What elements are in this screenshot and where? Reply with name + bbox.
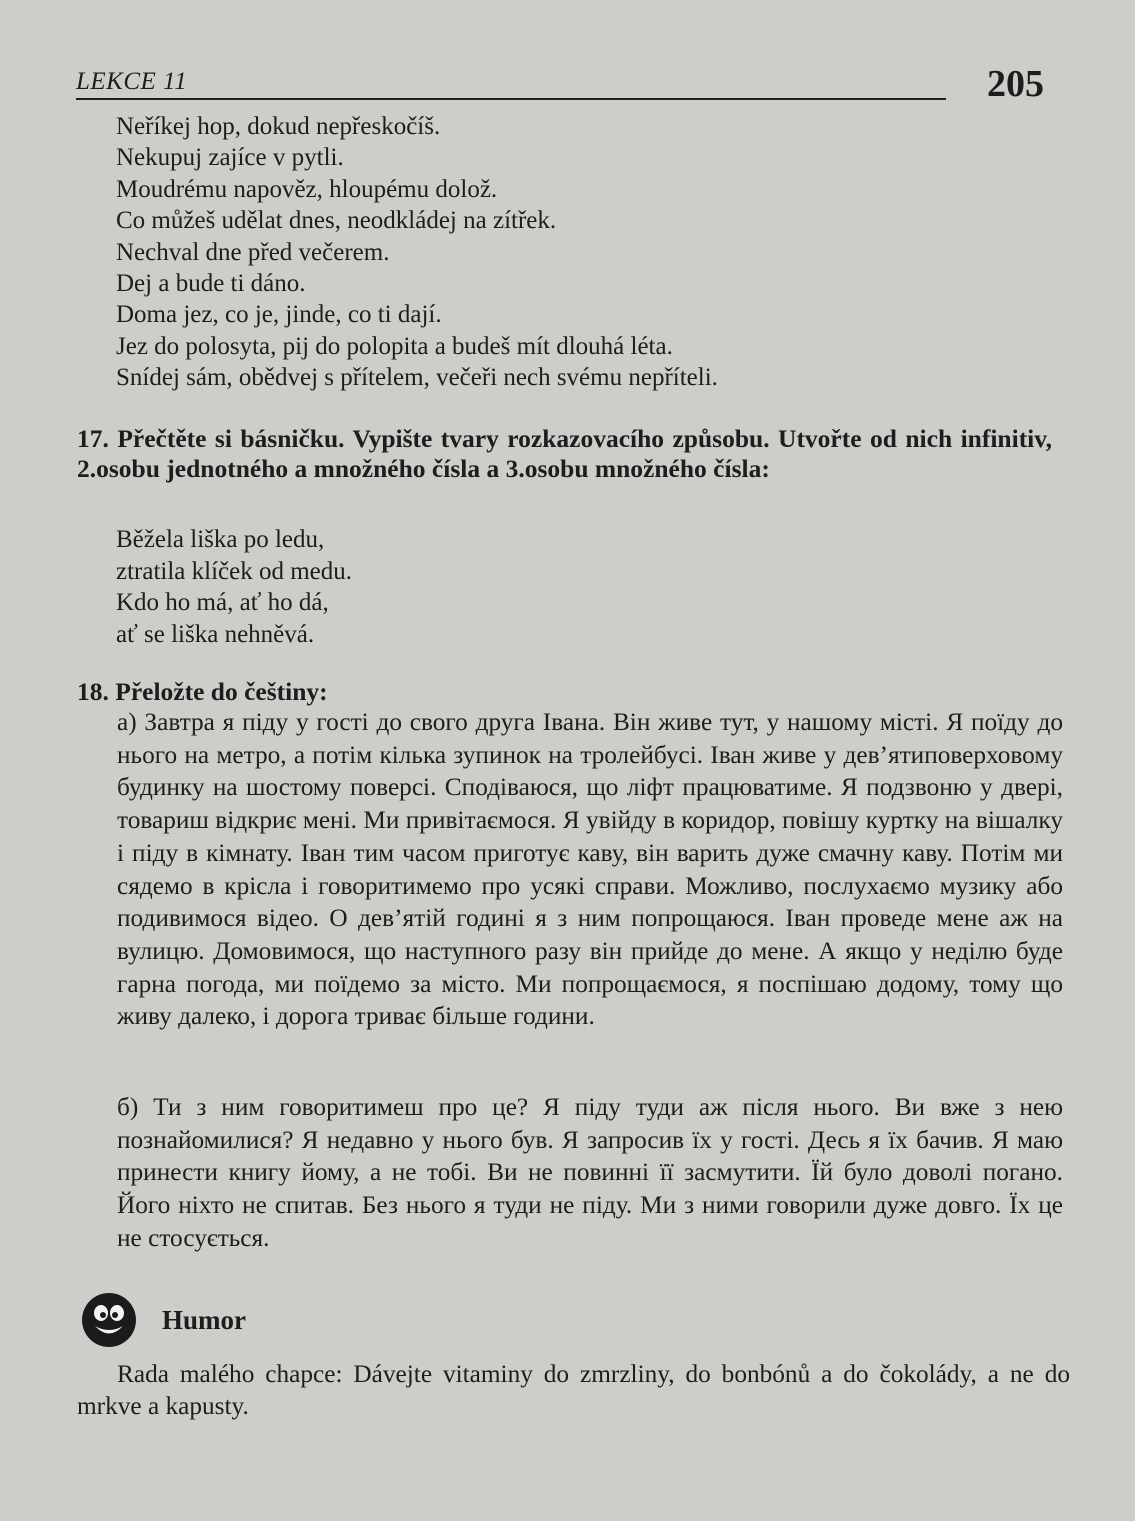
exercise-18-heading: 18. Přeložte do češtiny: <box>77 677 328 706</box>
humor-section-header <box>80 1289 480 1351</box>
poem-line: Kdo ho má, ať ho dá, <box>116 589 329 616</box>
translation-text-a: а) Завтра я піду у гості до свого друга Івана. Він живе тут, у нашому місті. Я поїду до нього на метро, а потім кілька зупинок на тролейбусі. Іван живе у дев’ятиповерховому будинку на шостому поверсі. Сподіваюся, що ліфт працюватиме. Я подзвоню у двері, товариш відкриє мені. Ми привітаємося. Я увійду в коридор, повішу куртку на вішалку і піду в кімнату. Іван тим часом приготує каву, він варить дуже смачну каву. Потім ми сядемо в крісла і говоритимемо про усякі справи. Можливо, послухаємо музику або подивимося відео. О дев’ятій годині я з ним попрощаюся. Іван проведе мене аж на вулицю. Домовимося, що наступного разу він прийде до мене. А якщо у неділю буде гарна погода, ми поїдемо за місто. Ми попрощаємося, я поспішаю додому, тому що живу далеко, і дорога триває більше години. <box>117 708 1063 1031</box>
lesson-label: LEKCE 11 <box>76 68 188 95</box>
proverb-line: Moudrému napověz, hloupému dolož. <box>116 175 498 203</box>
exercise-17-heading: 17. Přečtěte si básničku. Vypište tvary rozkazovacího způsobu. Utvořte od nich infinitiv, 2.osobu jednotného a množného čísla a 3.osobu množného čísla: <box>77 424 1052 483</box>
poem <box>116 524 716 650</box>
proverbs-list <box>116 111 1016 394</box>
humor-text: Rada malého chapce: Dávejte vitaminy do zmrzliny, do bonbónů a do čokolády, a ne do mrkve a kapusty. <box>77 1360 1070 1420</box>
proverb-line: Neříkej hop, dokud nepřeskočíš. <box>116 113 441 140</box>
poem-line: ztratila klíček od medu. <box>116 557 353 585</box>
proverb-line: Doma jez, co je, jinde, co ti dají. <box>116 301 442 329</box>
proverb-line: Co můžeš udělat dnes, neodkládej na zítřek. <box>116 207 557 235</box>
proverb-line: Nechval dne před večerem. <box>116 238 390 266</box>
proverb-line: Dej a bude ti dáno. <box>116 270 306 298</box>
page-number: 205 <box>987 63 1044 105</box>
proverb-line: Snídej sám, obědvej s přítelem, večeři nech svému nepříteli. <box>116 364 718 392</box>
page-header <box>76 62 1044 105</box>
proverb-line: Jez do polosyta, pij do polopita a budeš mít dlouhá léta. <box>116 332 673 360</box>
smiley-face-icon <box>80 1291 138 1349</box>
humor-title: Humor <box>162 1305 246 1335</box>
proverb-line: Nekupuj zajíce v pytli. <box>116 144 344 172</box>
poem-line: Běžela liška po ledu, <box>116 526 325 553</box>
poem-line: ať se liška nehněvá. <box>116 620 315 648</box>
translation-text-b: б) Ти з ним говоритимеш про це? Я піду туди аж після нього. Ви вже з нею познайомилися? Я недавно у нього був. Я запросив їх у гості. Десь я їх бачив. Я маю принести книгу йому, а не тобі. Ви не повинні її засмутити. Їй було доволі погано. Його ніхто не спитав. Без нього я туди не піду. Ми з ними говорили дуже довго. Їх це не стосується. <box>117 1093 1063 1252</box>
header-rule <box>76 98 946 100</box>
